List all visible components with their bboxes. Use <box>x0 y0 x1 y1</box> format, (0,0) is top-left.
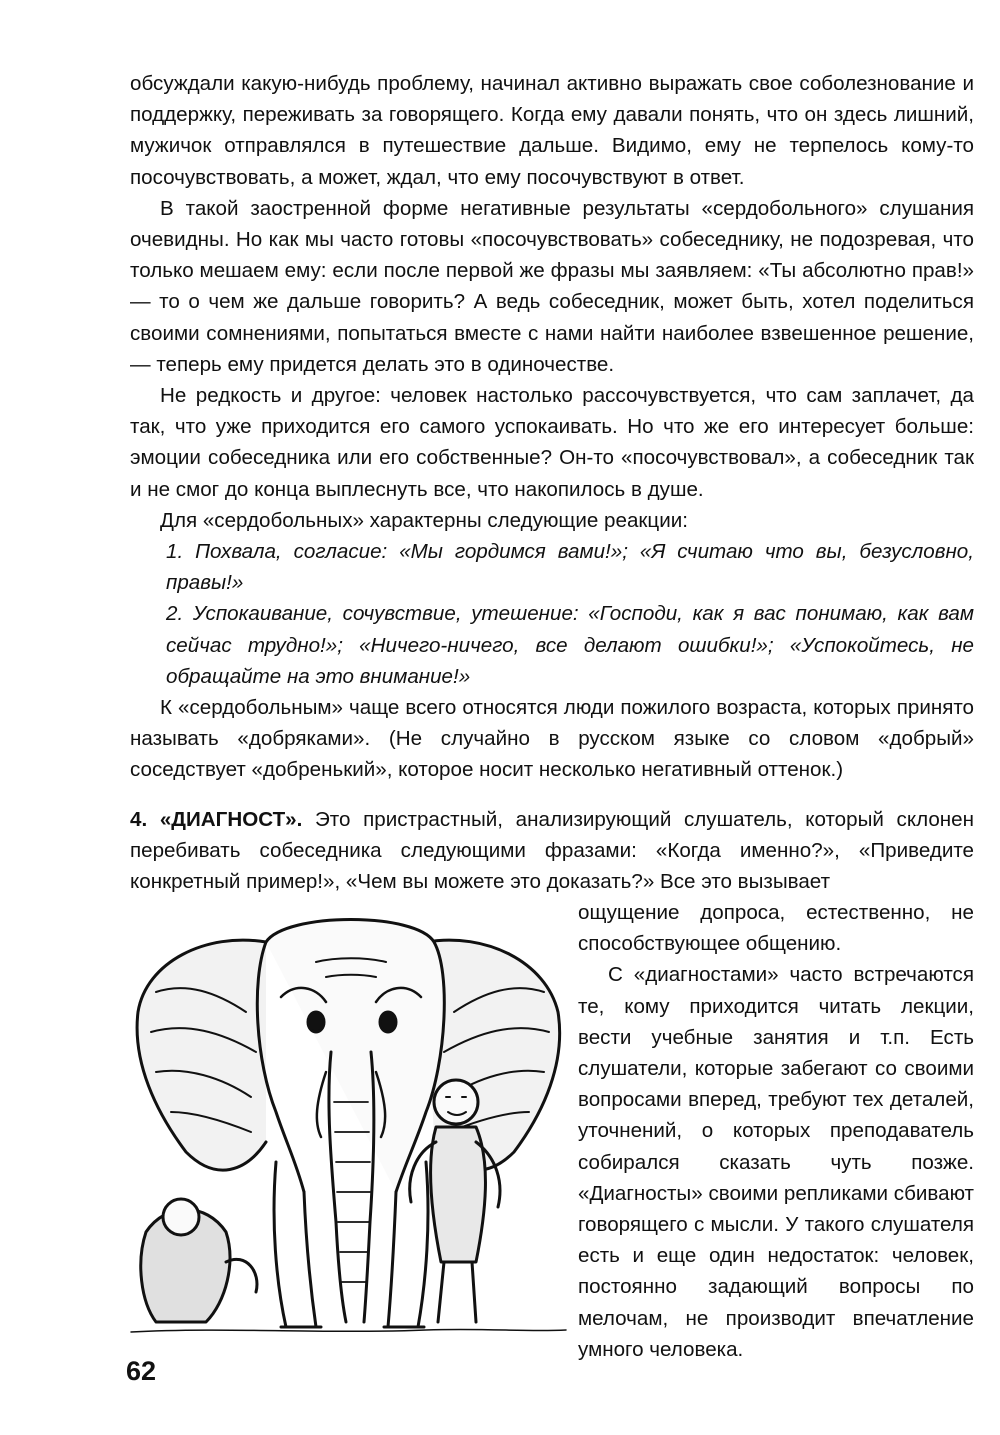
paragraph-5: К «сердобольным» чаще всего относятся люди пожилого возраста, которых принято называть «добряками». (Не случайно в русском языке со словом «добрый» соседствует «добренький», которое носит несколько негативный оттенок.) <box>130 696 974 782</box>
reactions-list <box>130 536 974 692</box>
list-item-2: 2. Успокаивание, сочувствие, утешение: «Господи, как я вас понимаю, как вам сейчас трудно!»; «Ничего-ничего, все делают ошибки!»; «Успокойтесь, не обращайте на это внимание!» <box>166 602 974 688</box>
section-4-heading: 4. «ДИАГНОСТ». <box>130 808 303 831</box>
section-4-lead: Это пристрастный, анализирующий слушатель, который склонен перебивать собеседника следующими фразами: «Когда именно?», «Приведите конкретный пример!», «Чем вы можете это доказать?» Все это вызывает <box>130 808 974 894</box>
after-list-text <box>130 692 974 786</box>
column-paragraph-1: ощущение допроса, естественно, не способствующее общению. <box>578 901 974 956</box>
paragraph-4: Для «сердобольных» характерны следующие реакции: <box>160 508 688 532</box>
paragraph-2: В такой заостренной форме негативные результаты «сердобольного» слушания очевидны. Но как мы часто готовы «посочувствовать» собеседнику, не подозревая, что только мешаем ему: если после первой же фразы мы заявляем: «Ты абсолютно прав!» — то о чем же дальше говорить? А ведь собеседник, может быть, хотел поделиться своими сомнениями, попытаться вместе с нами найти наиболее взвешенное решение, — теперь ему придется делать это в одиночестве. <box>130 196 974 376</box>
page-number: 62 <box>126 1356 157 1386</box>
paragraph-3: Не редкость и другое: человек настолько рассочувствуется, что сам заплачет, да так, что уже приходится его самого успокаивать. Но что же его интересует больше: эмоции собеседника или его собственные? Он-то «посочувствовал», а собеседник так и не смог до конца выплеснуть все, что накопилось в душе. <box>130 384 974 501</box>
column-paragraph-2: С «диагностами» часто встречаются те, кому приходится читать лекции, вести учебные занятия и т.п. Есть слушатели, которые забегают со своими вопросами вперед, требуют тех деталей, уточнений, о которых преподаватель собирался сказать чуть позже. «Диагносты» своими репликами сбивают говорящего с мысли. У такого слушателя есть и еще один недостаток: человек, постоянно задающий вопросы по мелочам, не производит впечатление умного человека. <box>578 963 974 1361</box>
section-4-intro <box>130 804 974 898</box>
section-4-paragraph <box>130 804 974 898</box>
intro-text <box>130 68 974 536</box>
right-column-text <box>578 897 974 1365</box>
paragraph-continued: обсуждали какую-нибудь проблему, начинал активно выражать свое соболезнование и поддержку, переживать за говорящего. Когда ему давали понять, что он здесь лишний, мужичок отправлялся в путешествие дальше. Видимо, ему не терпелось кому-то посочувствовать, а может, ждал, что ему посочувствуют в ответ. <box>130 72 974 189</box>
elephant-illustration-icon <box>126 902 574 1340</box>
list-item-1: 1. Похвала, согласие: «Мы гордимся вами!»; «Я считаю что вы, безусловно, правы!» <box>166 540 974 595</box>
